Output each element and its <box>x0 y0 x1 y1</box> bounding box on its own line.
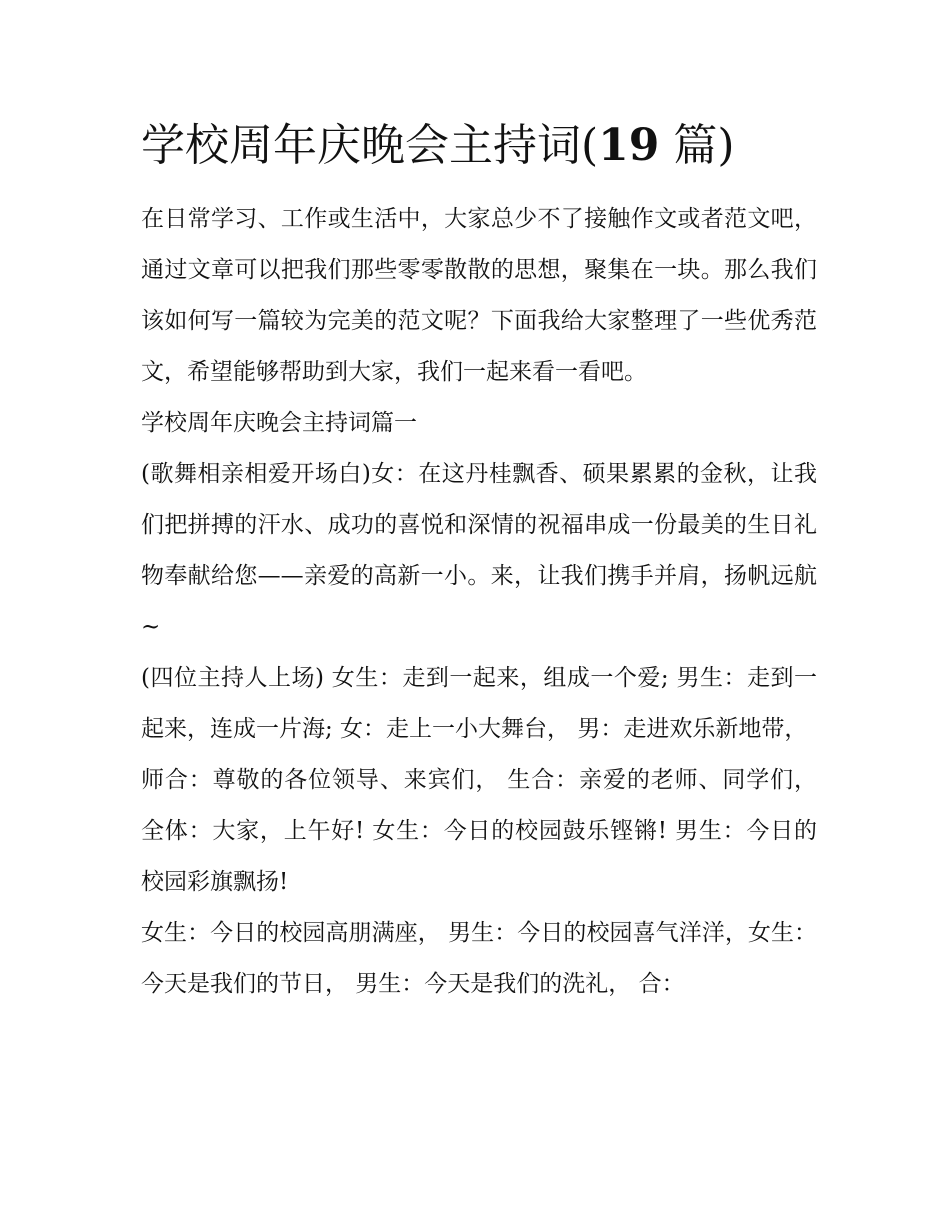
section-heading: 学校周年庆晚会主持词篇一 <box>141 410 417 436</box>
title-count: 19 <box>598 120 660 171</box>
intro-paragraph: 在日常学习、工作或生活中，大家总少不了接触作文或者范文吧，通过文章可以把我们那些零零散散的思想，聚集在一块。那么我们该如何写一篇较为完美的范文呢？下面我给大家整理了一些优秀范文，希望能够帮助到大家，我们一起来看一看吧。 <box>141 206 817 385</box>
title-suffix: 篇) <box>659 120 735 171</box>
greeting-paragraph: 师合：尊敬的各位领导、来宾们， 生合：亲爱的老师、同学们， 全体：大家，上午好! 女生：今日的校园鼓乐铿锵! 男生：今日的校园彩旗飘扬! <box>141 767 817 895</box>
title-text: 学校周年庆晚会主持词( <box>141 120 599 171</box>
document-title <box>141 110 817 182</box>
document-body <box>141 110 817 1010</box>
hosts-entrance-paragraph: (四位主持人上场) 女生：走到一起来，组成一个爱; 男生：走到一起来，连成一片海; 女：走上一小大舞台， 男：走进欢乐新地带， <box>141 665 817 742</box>
opening-paragraph: (歌舞相亲相爱开场白)女：在这丹桂飘香、硕果累累的金秋，让我们把拼搏的汗水、成功的喜悦和深情的祝福串成一份最美的生日礼物奉献给您——亲爱的高新一小。来，让我们携手并肩，扬帆远航~ <box>141 461 817 640</box>
celebration-paragraph: 女生：今日的校园高朋满座， 男生：今日的校园喜气洋洋，女生：今天是我们的节日， 男生：今天是我们的洗礼， 合： <box>141 920 817 997</box>
